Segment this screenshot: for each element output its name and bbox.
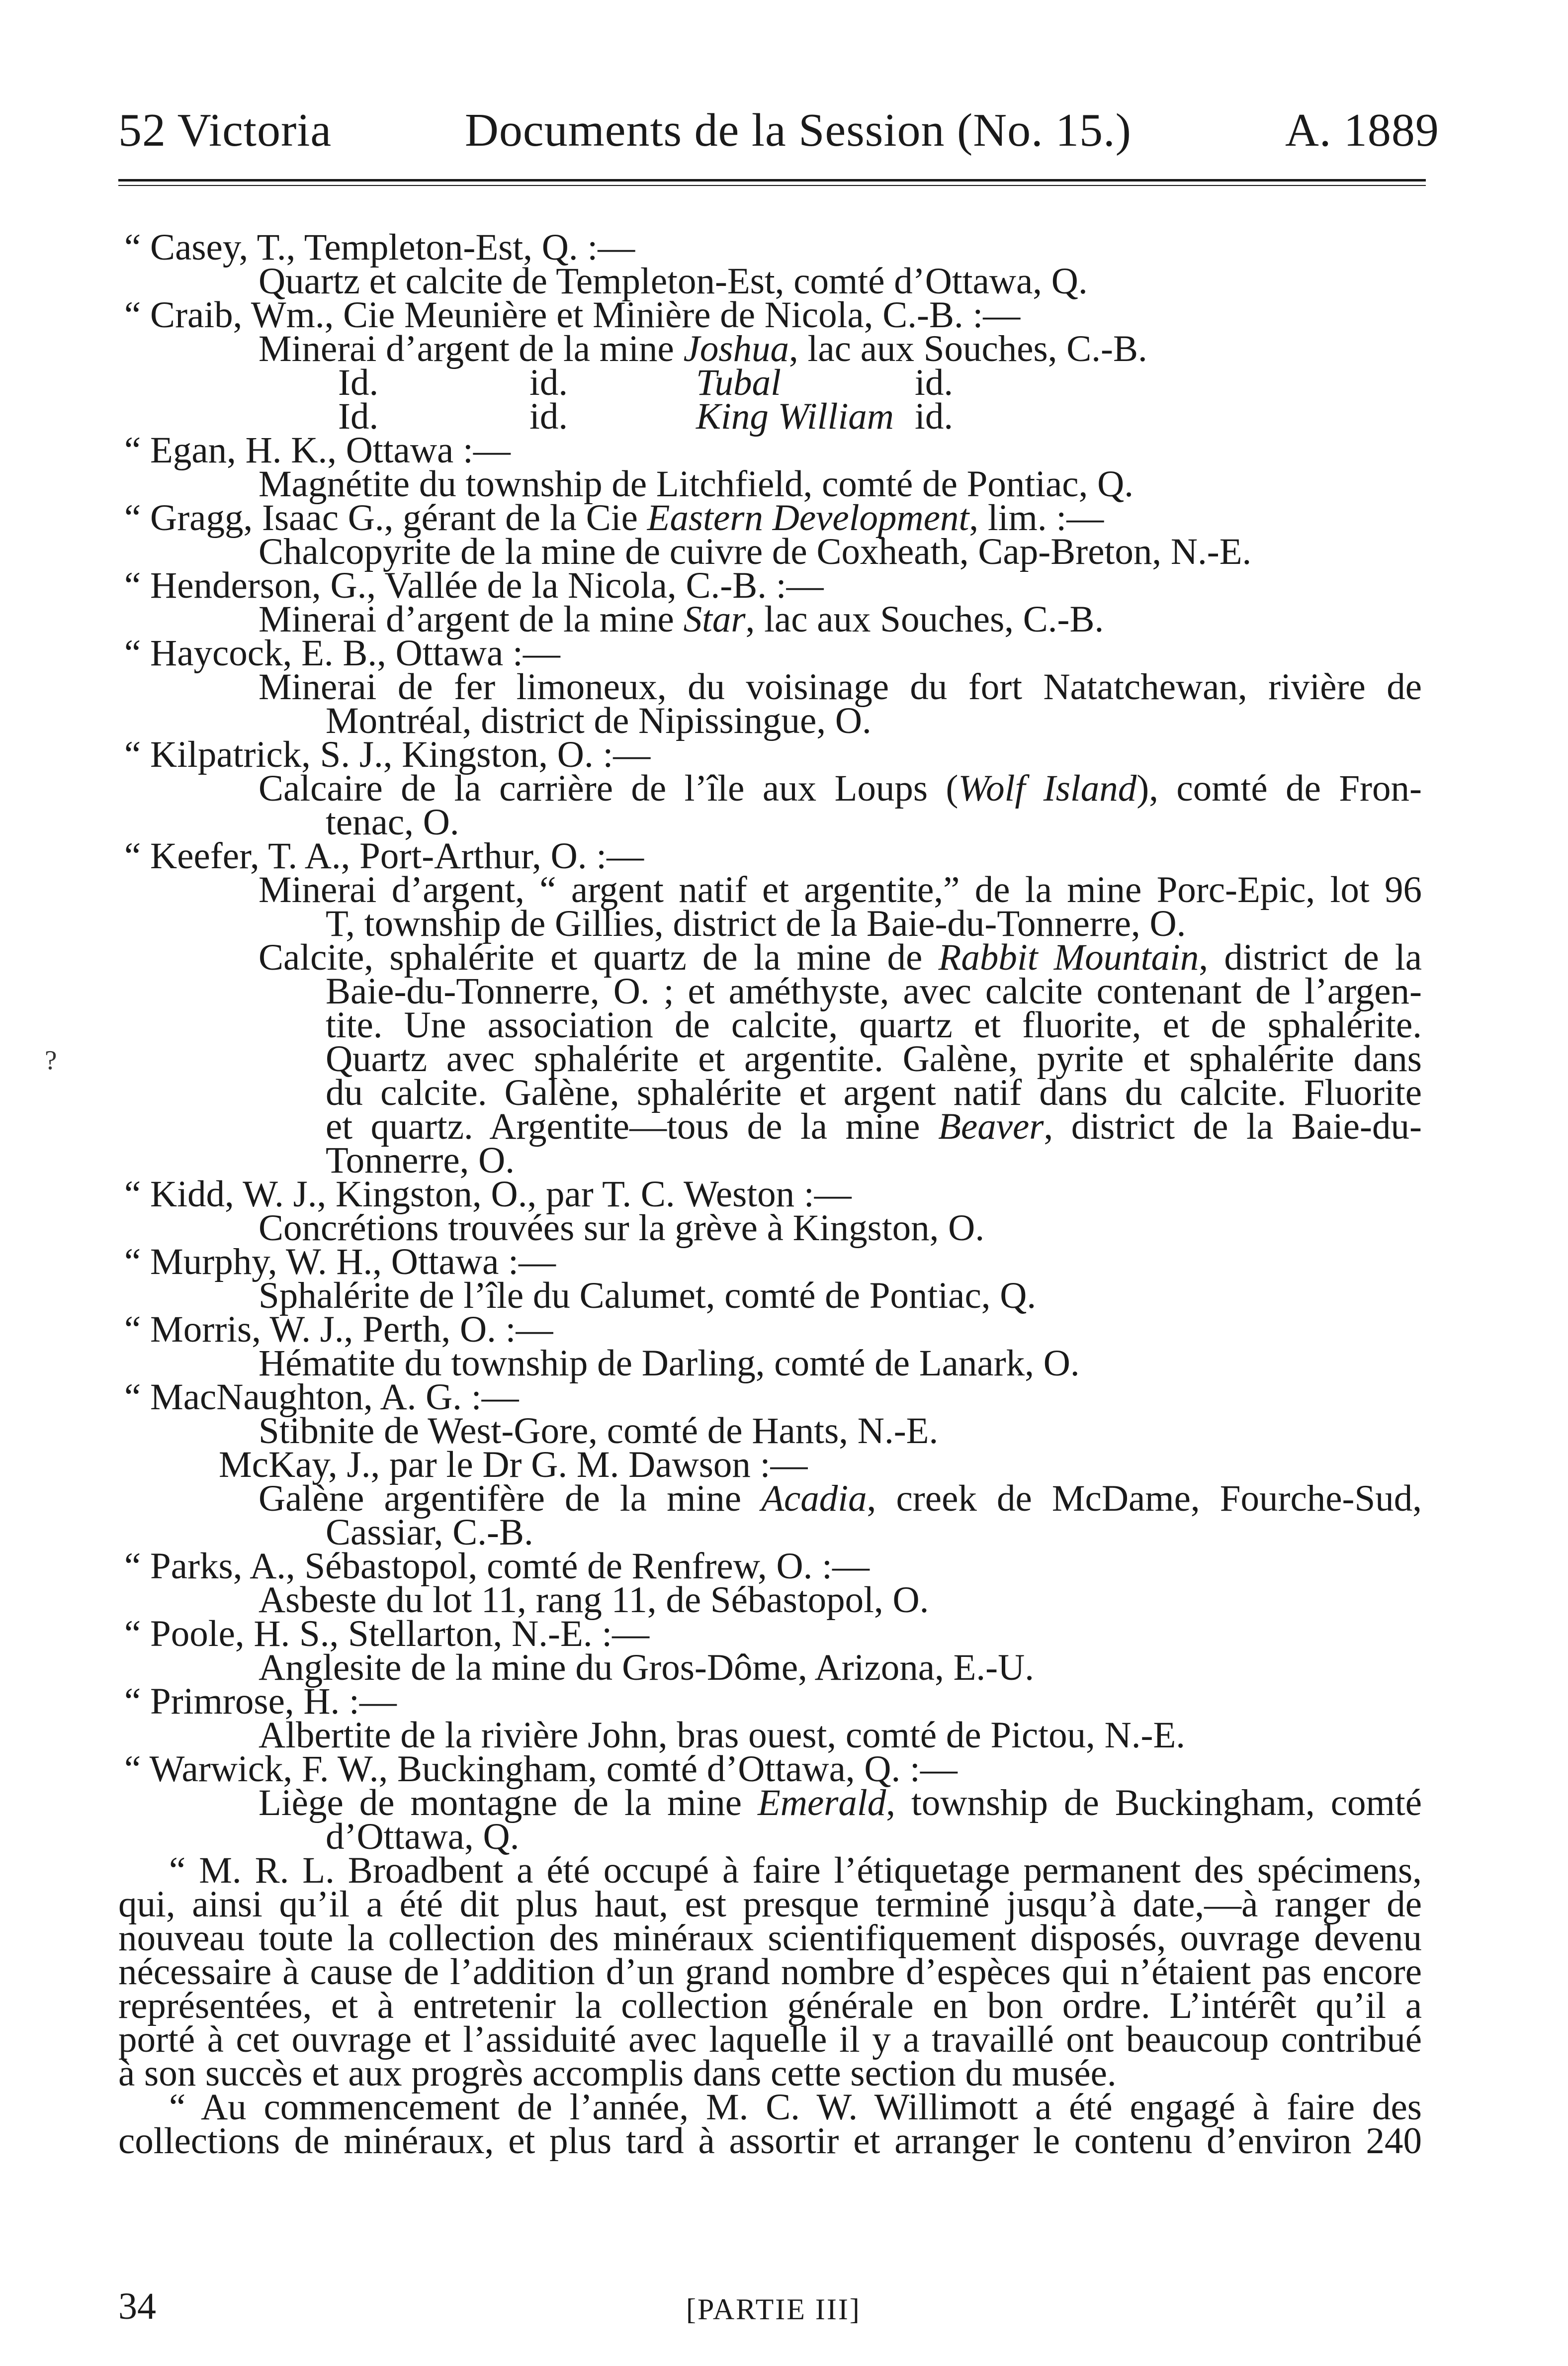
entry-name: “ MacNaughton, A. G. :— (124, 1376, 519, 1418)
ditto-mark: Id. (338, 396, 379, 437)
entry-specimen: Calcaire de la carrière de l’île aux Loups (Wolf Island), comté de Fron- (259, 768, 1422, 809)
entry-specimen: Sphalérite de l’île du Calumet, comté de Pontiac, Q. (259, 1275, 1037, 1316)
entry-name: “ Primrose, H. :— (124, 1681, 397, 1722)
paragraph-line: nouveau toute la collection des minéraux scientifiquement disposés, ouvrage devenu (118, 1917, 1422, 1959)
entry-specimen-cont: Cassiar, C.-B. (326, 1512, 533, 1553)
ditto-mark: id. (915, 396, 954, 437)
entry-specimen-cont: du calcite. Galène, sphalérite et argent natif dans du calcite. Fluorite (326, 1072, 1422, 1113)
paragraph-line: représentées, et à entretenir la collection générale en bon ordre. L’intérêt qu’il a (118, 1985, 1422, 2026)
entry-specimen: Albertite de la rivière John, bras ouest, comté de Pictou, N.-E. (259, 1715, 1186, 1756)
entry-specimen-cont: tite. Une association de calcite, quartz et fluorite, et de sphalérite. (326, 1004, 1422, 1046)
entry-name: “ Craib, Wm., Cie Meunière et Minière de Nicola, C.-B. :— (124, 294, 1021, 336)
paragraph-line: “ Au commencement de l’année, M. C. W. Willimott a été engagé à faire des (169, 2087, 1422, 2128)
paragraph-line: nécessaire à cause de l’addition d’un grand nombre d’espèces qui n’étaient pas encore (118, 1951, 1422, 1993)
entry-specimen: Magnétite du township de Litchfield, comté de Pontiac, Q. (259, 463, 1134, 505)
entry-specimen-cont: et quartz. Argentite—tous de la mine Beaver, district de la Baie-du- (326, 1106, 1422, 1147)
entry-specimen: Minerai d’argent de la mine Joshua, lac aux Souches, C.-B. (259, 328, 1147, 369)
entry-specimen-cont: tenac, O. (326, 802, 459, 843)
mine-name: King William (696, 396, 894, 437)
header-session-number: 52 Victoria (118, 104, 332, 156)
entry-name: “ Poole, H. S., Stellarton, N.-E. :— (124, 1613, 650, 1654)
entry-name: “ Warwick, F. W., Buckingham, comté d’Ottawa, Q. :— (124, 1748, 958, 1790)
entry-name: “ Henderson, G., Vallée de la Nicola, C.-B. :— (124, 565, 824, 606)
entry-name: “ Kilpatrick, S. J., Kingston, O. :— (124, 734, 651, 775)
paragraph-line: à son succès et aux progrès accomplis dans cette section du musée. (118, 2053, 1117, 2094)
ditto-mark: Id. (338, 362, 379, 403)
entry-specimen: Liège de montagne de la mine Emerald, township de Buckingham, comté (259, 1782, 1422, 1823)
entry-name: “ Morris, W. J., Perth, O. :— (124, 1309, 553, 1350)
entry-specimen-cont: Quartz avec sphalérite et argentite. Galène, pyrite et sphalérite dans (326, 1038, 1422, 1080)
entry-specimen: Minerai d’argent, “ argent natif et argentite,” de la mine Porc-Epic, lot 96 (259, 869, 1422, 910)
paragraph-line: porté à cet ouvrage et l’assiduité avec laquelle il y a travaillé ont beaucoup contribué (118, 2019, 1422, 2060)
entry-specimen: Asbeste du lot 11, rang 11, de Sébastopol, O. (259, 1579, 929, 1621)
entry-name: “ Keefer, T. A., Port-Arthur, O. :— (124, 835, 644, 877)
entry-name: “ Parks, A., Sébastopol, comté de Renfrew, O. :— (124, 1546, 870, 1587)
paragraph-line: collections de minéraux, et plus tard à assortir et arranger le contenu d’environ 240 (118, 2120, 1422, 2162)
mine-name: Tubal (696, 362, 781, 403)
header-title: Documents de la Session (No. 15.) (465, 104, 1132, 156)
paragraph-line: qui, ainsi qu’il a été dit plus haut, est presque terminé jusqu’à date,—à ranger de (118, 1884, 1422, 1925)
entry-specimen: Galène argentifère de la mine Acadia, creek de McDame, Fourche-Sud, (259, 1478, 1422, 1519)
entry-name: McKay, J., par le Dr G. M. Dawson :— (219, 1444, 808, 1485)
entry-specimen-cont: Baie-du-Tonnerre, O. ; et améthyste, avec calcite contenant de l’argen- (326, 971, 1422, 1012)
ditto-mark: id. (915, 362, 954, 403)
entry-specimen: Calcite, sphalérite et quartz de la mine de Rabbit Mountain, district de la (259, 937, 1422, 978)
header-rule-thick (118, 179, 1426, 182)
header-year: A. 1889 (1285, 104, 1439, 156)
entry-specimen-cont: Tonnerre, O. (326, 1140, 515, 1181)
footer-page-number: 34 (118, 2285, 156, 2327)
ditto-mark: id. (529, 396, 568, 437)
entry-specimen: Hématite du township de Darling, comté de Lanark, O. (259, 1343, 1080, 1384)
entry-name: “ Casey, T., Templeton-Est, Q. :— (124, 227, 635, 268)
entry-name: “ Haycock, E. B., Ottawa :— (124, 633, 560, 674)
paragraph-line: “ M. R. L. Broadbent a été occupé à faire l’étiquetage permanent des spécimens, (169, 1850, 1422, 1891)
entry-name: “ Murphy, W. H., Ottawa :— (124, 1241, 556, 1282)
entry-specimen-cont: Montréal, district de Nipissingue, O. (326, 700, 871, 741)
entry-specimen: Concrétions trouvées sur la grève à Kingston, O. (259, 1207, 985, 1249)
entry-specimen: Anglesite de la mine du Gros-Dôme, Arizona, E.-U. (259, 1647, 1035, 1688)
entry-specimen: Chalcopyrite de la mine de cuivre de Coxheath, Cap-Breton, N.-E. (259, 531, 1252, 572)
entry-name: “ Kidd, W. J., Kingston, O., par T. C. Weston :— (124, 1174, 852, 1215)
entry-name: “ Gragg, Isaac G., gérant de la Cie Eastern Development, lim. :— (124, 497, 1104, 539)
entry-specimen: Quartz et calcite de Templeton-Est, comté d’Ottawa, Q. (259, 261, 1088, 302)
entry-specimen: Minerai de fer limoneux, du voisinage du fort Natatchewan, rivière de (259, 666, 1422, 708)
entry-specimen: Stibnite de West-Gore, comté de Hants, N.-E. (259, 1410, 939, 1452)
entry-name: “ Egan, H. K., Ottawa :— (124, 430, 511, 471)
footer-part: [PARTIE III] (686, 2293, 861, 2326)
margin-mark: ? (45, 1045, 57, 1075)
entry-specimen-cont: T, township de Gillies, district de la Baie-du-Tonnerre, O. (326, 903, 1186, 944)
entry-specimen-cont: d’Ottawa, Q. (326, 1816, 520, 1857)
header-rule-thin (118, 185, 1426, 186)
ditto-mark: id. (529, 362, 568, 403)
entry-specimen: Minerai d’argent de la mine Star, lac aux Souches, C.-B. (259, 599, 1104, 640)
